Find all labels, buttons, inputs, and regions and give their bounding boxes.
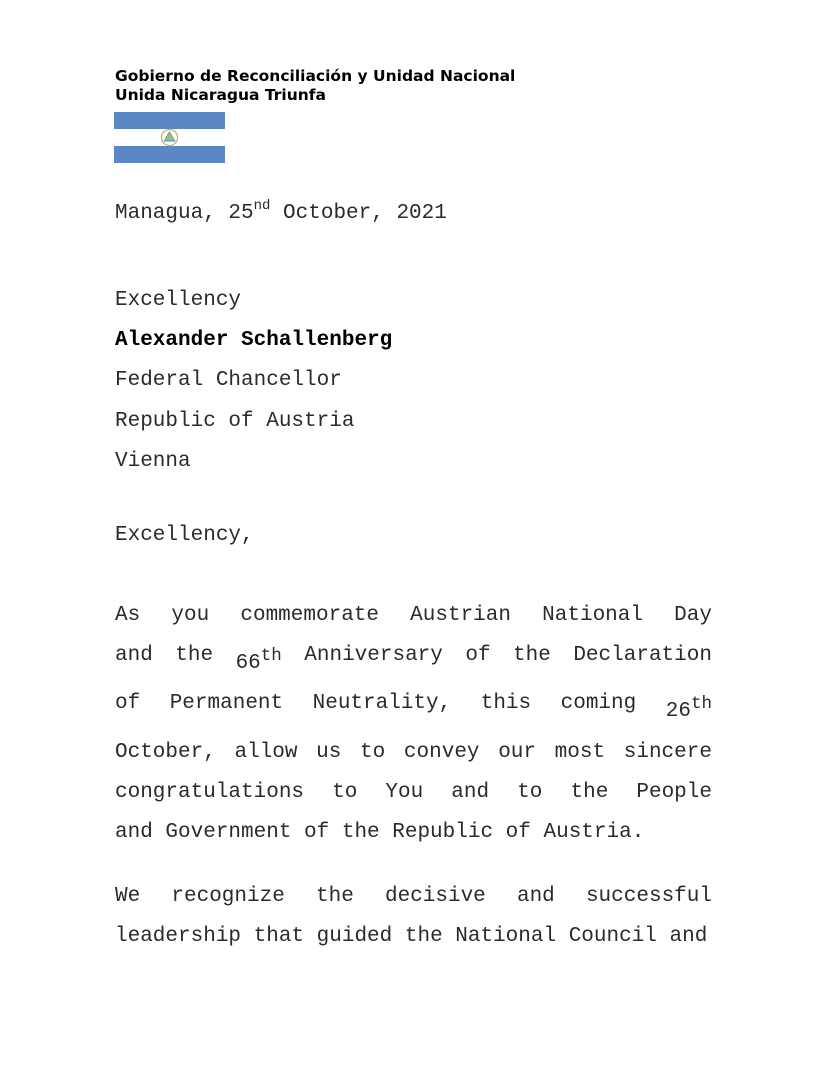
paragraph-line — [115, 813, 712, 853]
word: of — [465, 644, 491, 668]
word: guided — [316, 925, 393, 949]
date-ordinal: nd — [253, 198, 271, 214]
word: National — [455, 925, 557, 949]
word: of — [304, 821, 330, 845]
word: the — [404, 925, 443, 949]
word: Permanent — [169, 692, 284, 716]
word: the — [570, 780, 609, 804]
word: and — [451, 780, 490, 804]
word: Austria. — [543, 821, 645, 845]
word: the — [315, 885, 354, 908]
word: People — [636, 780, 712, 804]
word: coming — [560, 692, 637, 716]
recipient-country: Republic of Austria — [115, 409, 355, 433]
paragraph-line — [115, 877, 712, 917]
word: October, — [115, 740, 216, 764]
word: commemorate — [240, 604, 379, 627]
word: Republic — [392, 821, 494, 845]
salutation: Excellency, — [115, 524, 254, 547]
word: most — [554, 740, 606, 764]
paragraph-line — [115, 733, 712, 773]
word: decisive — [384, 885, 486, 908]
word: Anniversary — [304, 644, 443, 668]
word: Council — [568, 925, 657, 949]
word: to — [517, 780, 543, 804]
word: Day — [674, 604, 712, 627]
word: and — [516, 885, 555, 908]
date-text: Managua, 25 — [115, 202, 254, 225]
word: the — [513, 644, 551, 668]
recipient-greeting: Excellency — [115, 289, 242, 312]
word: you — [171, 604, 210, 627]
word: Neutrality, — [312, 692, 452, 716]
word: We — [115, 885, 141, 908]
letterhead — [115, 67, 515, 105]
word: and — [669, 925, 708, 949]
paragraph-line — [115, 917, 712, 957]
word: that — [253, 925, 305, 949]
word: Austrian — [410, 604, 511, 627]
word: 26th — [665, 694, 712, 724]
nicaragua-flag-icon — [114, 112, 225, 163]
word: As — [115, 604, 141, 627]
word: National — [542, 604, 643, 627]
word: leadership — [115, 925, 242, 949]
date-text-suffix: October, 2021 — [270, 202, 447, 225]
letter-date — [115, 200, 447, 228]
body-paragraph-1 — [115, 596, 712, 853]
recipient-city: Vienna — [115, 449, 191, 473]
word: congratulations — [115, 780, 305, 804]
word: our — [498, 740, 536, 764]
word: 66th — [235, 646, 282, 676]
word: allow — [234, 740, 298, 764]
word: successful — [585, 885, 712, 908]
recipient-block — [115, 281, 392, 482]
word: sincere — [623, 740, 712, 764]
word: the — [175, 644, 214, 668]
word: to — [332, 780, 358, 804]
word: and — [115, 644, 153, 668]
word: the — [341, 821, 380, 845]
word: recognize — [171, 885, 285, 908]
letterhead-slogan: Unida Nicaragua Triunfa — [115, 86, 327, 104]
word: Government — [165, 821, 292, 845]
letterhead-government-name: Gobierno de Reconciliación y Unidad Nacional — [115, 67, 516, 85]
word: this — [480, 692, 532, 716]
body-paragraph-2 — [115, 877, 712, 957]
word: Declaration — [573, 644, 712, 668]
word: of — [505, 821, 531, 845]
word: You — [385, 780, 424, 804]
word: us — [316, 740, 342, 764]
word: of — [115, 692, 141, 716]
paragraph-line — [115, 596, 712, 636]
word: convey — [403, 740, 480, 764]
word: and — [115, 821, 153, 845]
paragraph-line — [115, 773, 712, 813]
paragraph-line — [115, 636, 712, 684]
recipient-title: Federal Chancellor — [115, 369, 342, 393]
recipient-name: Alexander Schallenberg — [115, 329, 393, 353]
word: to — [360, 740, 386, 764]
paragraph-line — [115, 684, 712, 732]
